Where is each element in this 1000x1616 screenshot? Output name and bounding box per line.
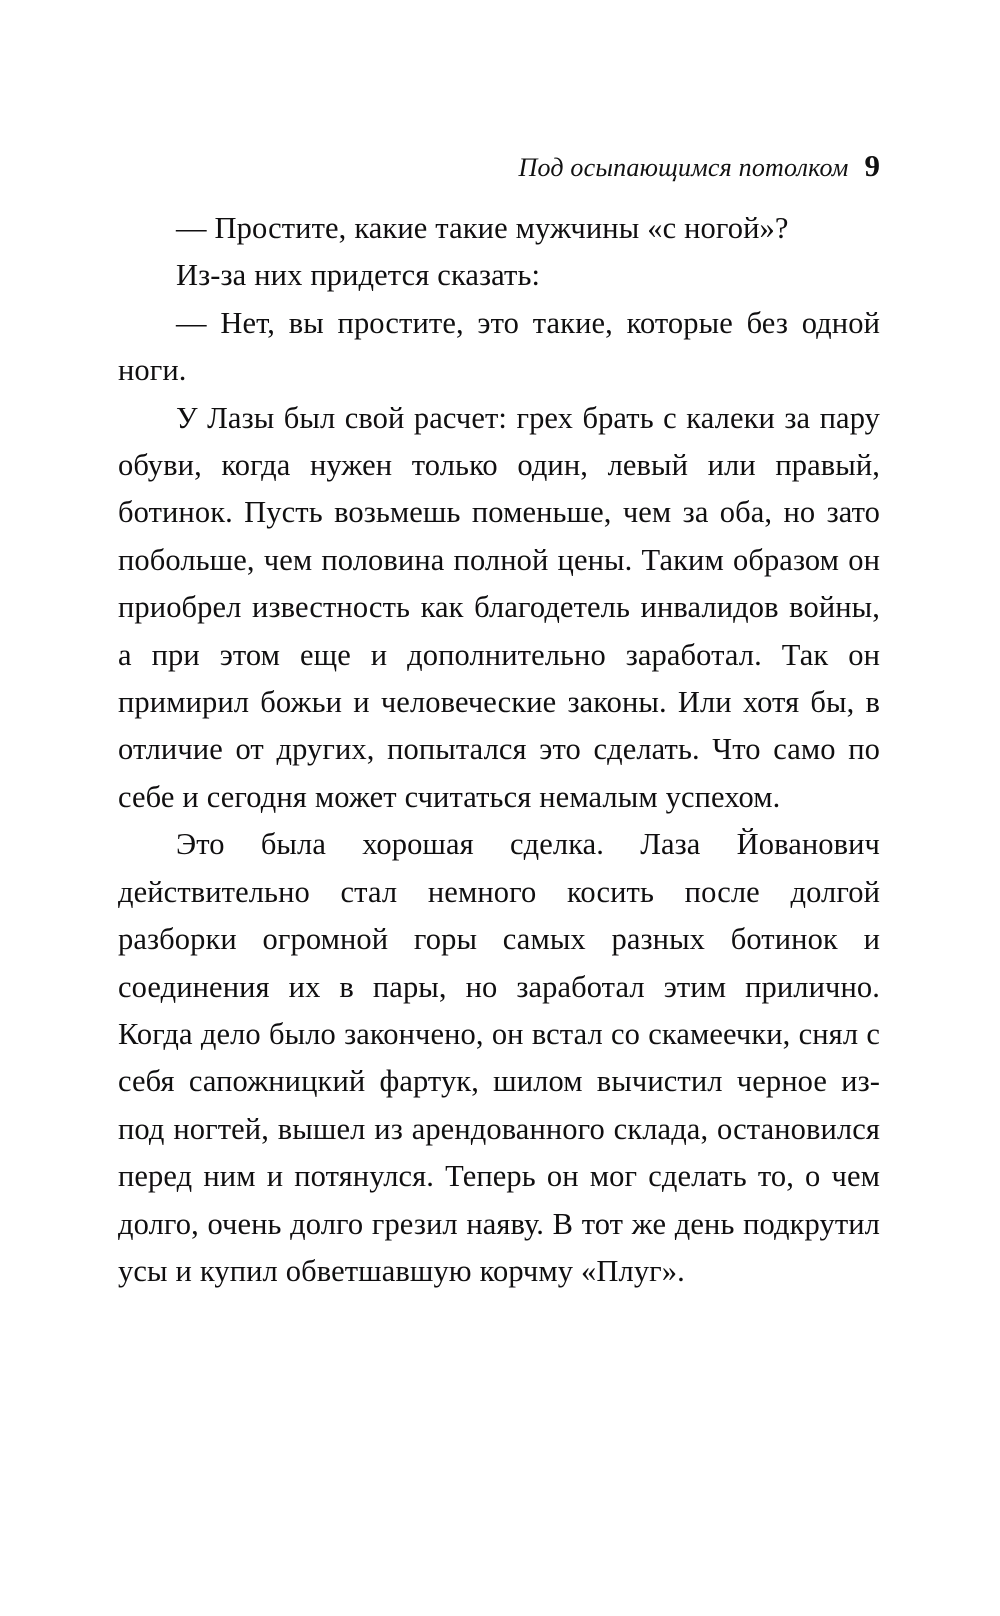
paragraph: У Лазы был свой расчет: грех брать с калеки за пару обуви, когда нужен только один, левый или правый, ботинок. Пусть возьмешь поменьше, чем за оба, но зато побольше, чем половина полной цены. Таким образом он приобрел известность как благодетель инвалидов войны, а при этом еще и дополнительно заработал. Так он примирил божьи и человеческие законы. Или хотя бы, в отличие от других, попытался это сделать. Что само по себе и сегодня может считаться немалым успехом. [118,400,880,814]
running-head [120,148,880,184]
paragraph: Из-за них придется сказать: [176,258,541,293]
body-text [118,205,880,1295]
page-number: 9 [864,148,880,183]
paragraph: — Нет, вы простите, это такие, которые без одной ноги. [118,305,880,388]
paragraph: Это была хорошая сделка. Лаза Йованович действительно стал немного косить после долгой разборки огромной горы самых разных ботинок и соединения их в пары, но заработал этим прилично. Когда дело было закончено, он встал со скамеечки, снял с себя сапожницкий фартук, шилом вычистил черное из-под ногтей, вышел из арендованного склада, остановился перед ним и потянулся. Теперь он мог сделать то, о чем долго, очень долго грезил наяву. В тот же день подкрутил усы и купил обветшавшую корчму «Плуг». [118,827,880,1288]
paragraph: — Простите, какие такие мужчины «с ногой»? [176,211,789,245]
running-head-title: Под осыпающимся потолком [518,153,849,182]
